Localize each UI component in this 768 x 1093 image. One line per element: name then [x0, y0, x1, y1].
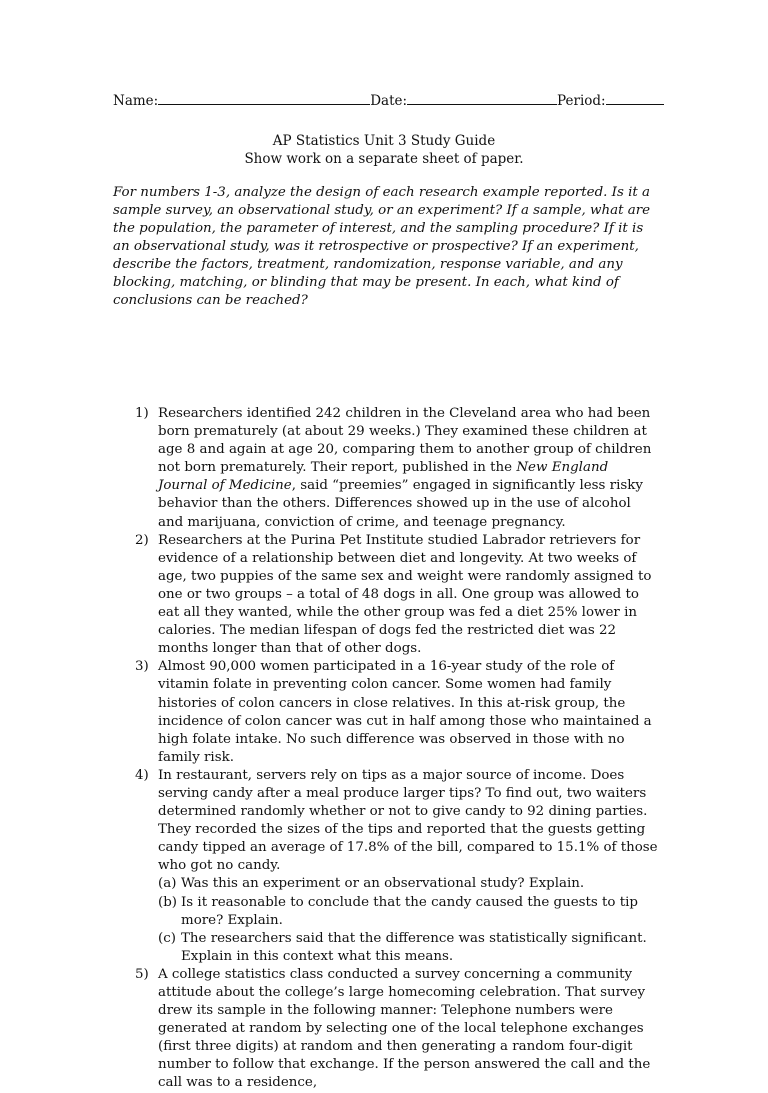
name-label: Name:: [113, 93, 159, 109]
question-2: [113, 532, 658, 659]
title-block: [0, 132, 768, 168]
question-number: 2): [135, 532, 149, 548]
question-text: Researchers at the Purina Pet Institute studied Labrador retrievers for evidence of a relationship between diet and longevity. At two weeks of age, two puppies of the same sex and weight were randomly assigned to one or two groups – a total of 48 dogs in all. One group was allowed to eat all they wanted, while the other group was fed a diet 25% lower in calories. The median lifespan of dogs fed the restricted diet was 22 months longer than that of other dogs.: [158, 532, 652, 657]
question-text: In restaurant, servers rely on tips as a major source of income. Does serving candy after a meal produce larger tips? To find out, two waiters determined randomly whether or not to give candy to 92 dining parties. They recorded the sizes of the tips and reported that the guests getting candy tipped an average of 17.8% of the bill, compared to 15.1% of those who got no candy.: [158, 767, 658, 874]
instructions-paragraph: For numbers 1-3, analyze the design of each research example reported. Is it a sample survey, an observational study, or an experiment? If a sample, what are the population, the parameter of interest, and the sampling procedure? If it is an observational study, was it retrospective or prospective? If an experiment, describe the factors, treatment, randomization, response variable, and any blocking, matching, or blinding that may be present. In each, what kind of conclusions can be reached?: [113, 185, 651, 308]
question-1: [113, 405, 658, 532]
question-text: A college statistics class conducted a survey concerning a community attitude about the college’s large homecoming celebration. That survey drew its sample in the following manner: Telephone numbers were generated at random by selecting one of the local telephone exchanges (first three digits) at random and then generating a random four-digit number to follow that exchange. If the person answered the call and the call was to a residence,: [158, 966, 651, 1091]
date-blank: [407, 92, 557, 105]
question-4-part-b: [158, 894, 658, 930]
question-4-part-c: [158, 930, 658, 966]
page-title: AP Statistics Unit 3 Study Guide: [272, 133, 496, 149]
period-label: Period:: [557, 93, 606, 109]
question-list: [113, 405, 658, 1093]
question-5: [113, 966, 658, 1093]
name-blank: [158, 92, 370, 105]
question-4-part-a: [158, 875, 658, 893]
part-text: Was this an experiment or an observational study? Explain.: [181, 876, 585, 892]
part-letter: (a): [158, 876, 177, 892]
question-3: [113, 658, 658, 767]
question-text: Researchers identified 242 children in the Cleveland area who had been born prematurely (at about 29 weeks.) They examined these children at age 8 and again at age 20, comparing them to another group of children not born prematurely. Their report, published in the: [158, 406, 652, 476]
part-text: The researchers said that the difference was statistically significant. Explain in this context what this means.: [181, 930, 647, 964]
header-line: [113, 92, 673, 109]
question-text-continued: , said “preemies” engaged in significantly less risky behavior than the others. Differences showed up in the use of alcohol and marijuana, conviction of crime, and teenage pregnancy.: [158, 478, 643, 530]
date-label: Date:: [370, 93, 408, 109]
part-letter: (b): [158, 894, 178, 910]
question-number: 1): [135, 406, 149, 421]
question-text: Almost 90,000 women participated in a 16-year study of the role of vitamin folate in preventing colon cancer. Some women had family histories of colon cancers in close relatives. In this at-risk group, the incidence of colon cancer was cut in half among those who maintained a high folate intake. No such difference was observed in those with no family risk.: [158, 659, 652, 765]
page-subtitle: Show work on a separate sheet of paper.: [244, 151, 524, 167]
question-4: [113, 767, 658, 966]
question-number: 4): [135, 767, 149, 783]
part-letter: (c): [158, 930, 176, 946]
part-text: Is it reasonable to conclude that the candy caused the guests to tip more? Explain.: [181, 894, 638, 928]
period-blank: [606, 92, 664, 105]
journal-title: New England Journal of Medicine: [158, 460, 609, 494]
question-number: 5): [135, 966, 149, 982]
question-number: 3): [135, 659, 149, 675]
